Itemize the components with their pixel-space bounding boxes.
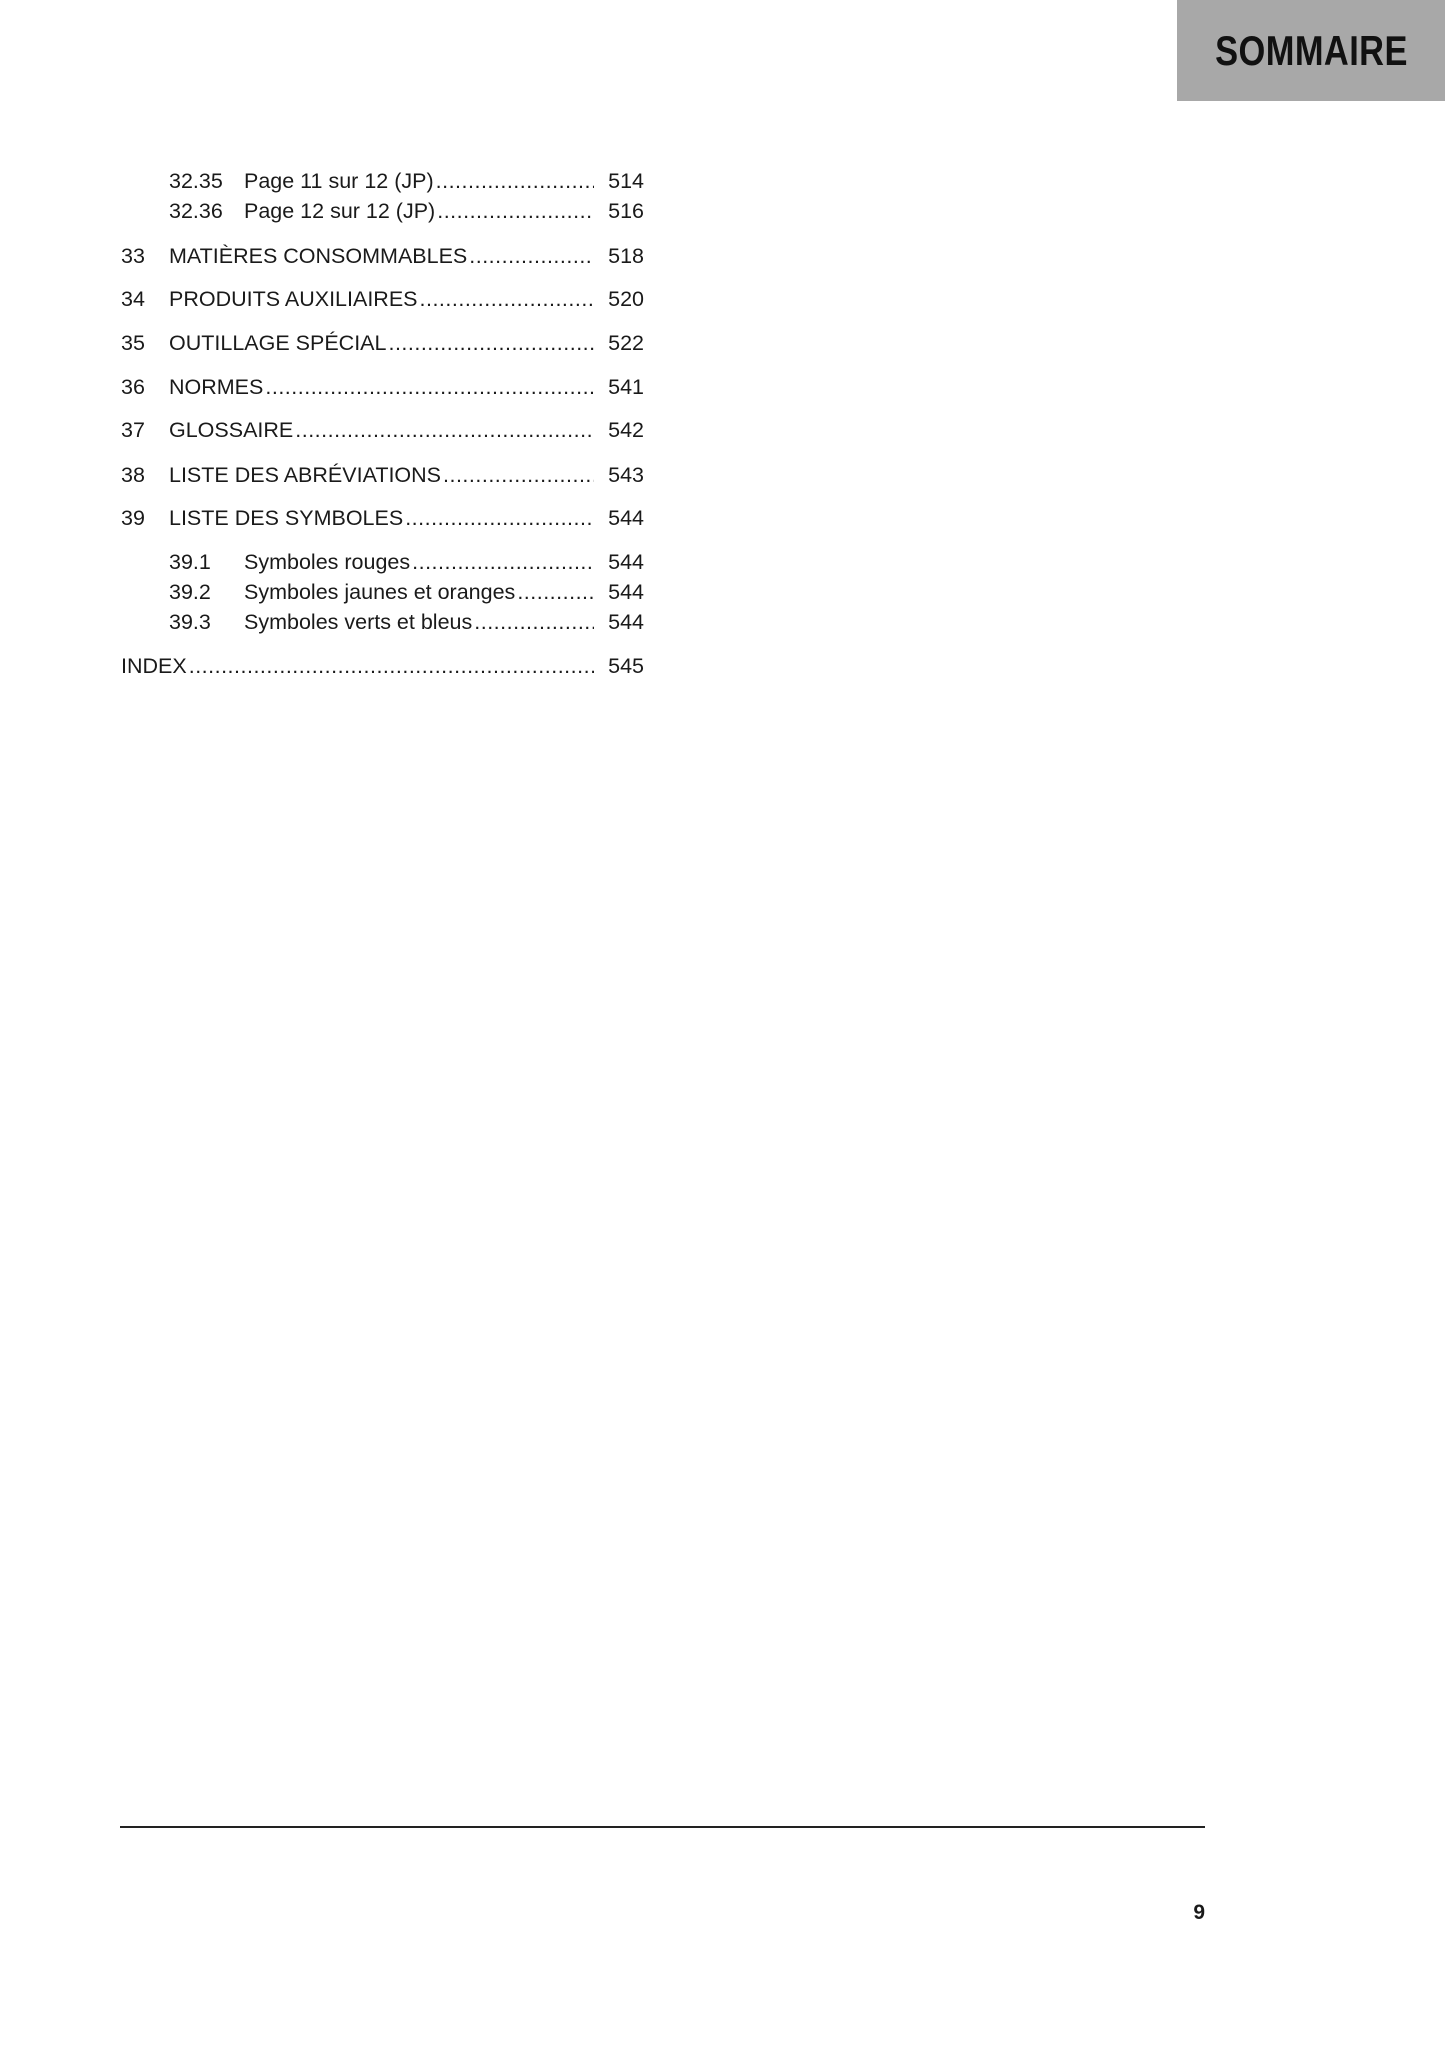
toc-entry[interactable] — [121, 416, 644, 444]
toc-entry[interactable] — [121, 578, 644, 606]
footer-divider — [120, 1826, 1205, 1828]
entry-number: 36 — [121, 375, 145, 399]
entry-page[interactable]: 544 — [608, 506, 644, 530]
toc-entry[interactable] — [121, 329, 644, 357]
entry-number: 39.1 — [169, 550, 211, 574]
dot-leader — [436, 167, 594, 195]
entry-number: 39.3 — [169, 610, 211, 634]
dot-leader — [420, 285, 594, 313]
entry-page[interactable]: 545 — [608, 654, 644, 678]
entry-title[interactable]: MATIÈRES CONSOMMABLES — [169, 244, 468, 268]
toc-entry[interactable] — [121, 285, 644, 313]
entry-page[interactable]: 542 — [608, 418, 644, 442]
entry-page[interactable]: 544 — [608, 610, 644, 634]
toc-entry[interactable] — [121, 242, 644, 270]
entry-page[interactable]: 518 — [608, 244, 644, 268]
entry-number: 37 — [121, 418, 145, 442]
toc-entry[interactable] — [121, 373, 644, 401]
entry-title[interactable]: LISTE DES ABRÉVIATIONS — [169, 463, 442, 487]
entry-number: 35 — [121, 331, 145, 355]
entry-title[interactable]: PRODUITS AUXILIAIRES — [169, 287, 418, 311]
entry-page[interactable]: 520 — [608, 287, 644, 311]
entry-page[interactable]: 541 — [608, 375, 644, 399]
entry-page[interactable]: 516 — [608, 199, 644, 223]
dot-leader — [412, 548, 594, 576]
entry-number: 38 — [121, 463, 145, 487]
dot-leader — [405, 504, 594, 532]
entry-number: 39 — [121, 506, 145, 530]
toc-entry[interactable] — [121, 461, 644, 489]
entry-number: 33 — [121, 244, 145, 268]
entry-number: 32.36 — [169, 199, 223, 223]
dot-leader — [443, 461, 594, 489]
entry-number: 39.2 — [169, 580, 211, 604]
toc-entry[interactable] — [121, 548, 644, 576]
toc-entry[interactable] — [121, 197, 644, 225]
dot-leader — [437, 197, 594, 225]
toc-entry[interactable] — [121, 504, 644, 532]
dot-leader — [295, 416, 594, 444]
dot-leader — [189, 652, 594, 680]
entry-title[interactable]: Page 11 sur 12 (JP) — [244, 169, 434, 193]
dot-leader — [265, 373, 594, 401]
entry-number: 32.35 — [169, 169, 223, 193]
dot-leader — [517, 578, 594, 606]
entry-title[interactable]: Symboles verts et bleus — [244, 610, 473, 634]
section-title: SOMMAIRE — [1214, 26, 1408, 74]
entry-title[interactable]: OUTILLAGE SPÉCIAL — [169, 331, 387, 355]
entry-title[interactable]: Page 12 sur 12 (JP) — [244, 199, 436, 223]
entry-title[interactable]: INDEX — [121, 654, 187, 678]
entry-title[interactable]: GLOSSAIRE — [169, 418, 294, 442]
entry-title[interactable]: NORMES — [169, 375, 264, 399]
dot-leader — [388, 329, 594, 357]
entry-number: 34 — [121, 287, 145, 311]
entry-page[interactable]: 544 — [608, 580, 644, 604]
section-tab — [1177, 0, 1445, 101]
entry-title[interactable]: LISTE DES SYMBOLES — [169, 506, 404, 530]
entry-page[interactable]: 522 — [608, 331, 644, 355]
page-number: 9 — [1193, 1901, 1205, 1924]
entry-title[interactable]: Symboles rouges — [244, 550, 411, 574]
entry-page[interactable]: 544 — [608, 550, 644, 574]
entry-title[interactable]: Symboles jaunes et oranges — [244, 580, 516, 604]
toc-entry[interactable] — [121, 167, 644, 195]
dot-leader — [474, 608, 594, 636]
toc-entry[interactable] — [121, 652, 644, 680]
entry-page[interactable]: 543 — [608, 463, 644, 487]
entry-page[interactable]: 514 — [608, 169, 644, 193]
dot-leader — [469, 242, 594, 270]
toc-entry[interactable] — [121, 608, 644, 636]
